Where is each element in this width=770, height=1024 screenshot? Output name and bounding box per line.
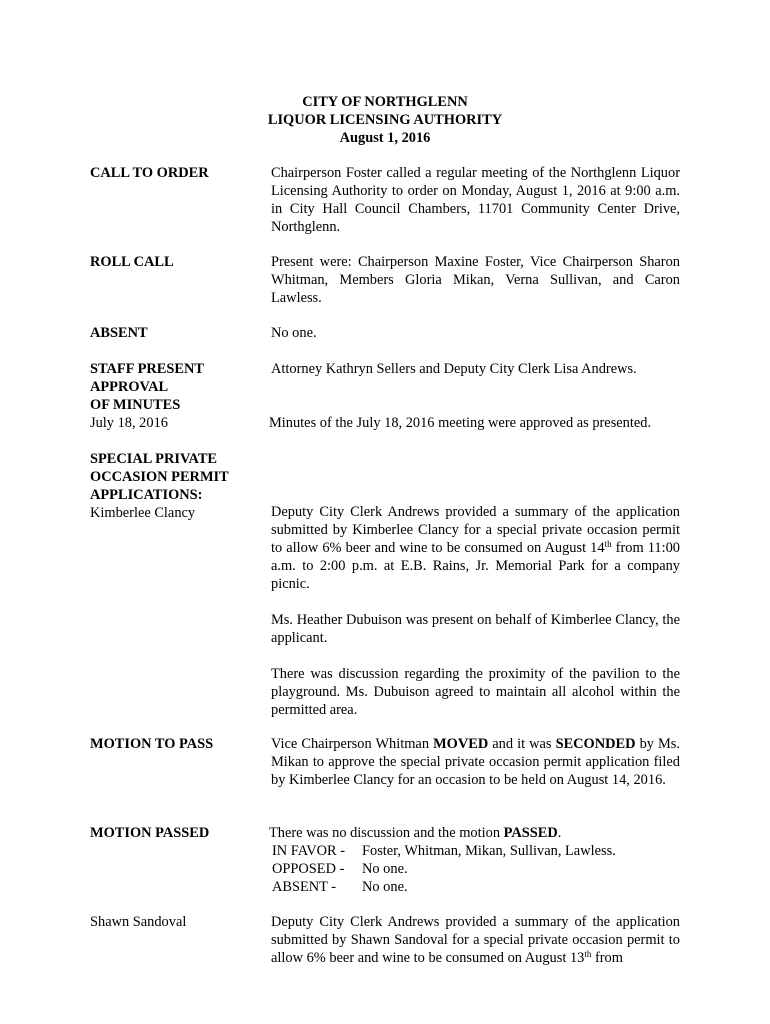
label-special-2: OCCASION PERMIT (90, 469, 229, 485)
labels-special-private (90, 450, 260, 522)
text-roll-call: Present were: Chairperson Maxine Foster, Vice Chairperson Sharon Whitman, Members Gloria Mikan, Verna Sullivan, and Caron Lawless. (271, 254, 680, 306)
vote-absent: ABSENT - No one. (272, 879, 408, 895)
label-approval-date: July 18, 2016 (90, 415, 168, 431)
label-approval-1: APPROVAL (90, 379, 169, 395)
clancy-discussion: There was discussion regarding the proximity of the pavilion to the playground. Ms. Dubuison agreed to maintain all alcohol within the permitted area. (271, 666, 680, 718)
label-special-3: APPLICATIONS: (90, 487, 203, 503)
title-date: August 1, 2016 (339, 130, 431, 146)
text-absent: No one. (271, 325, 317, 341)
vote-opposed: OPPOSED - No one. (272, 861, 408, 877)
label-absent: ABSENT (90, 325, 148, 341)
label-special-1: SPECIAL PRIVATE (90, 451, 218, 467)
label-sandoval: Shawn Sandoval (90, 914, 187, 930)
text-motion-passed: There was no discussion and the motion PASSED. (269, 825, 562, 841)
title-authority: LIQUOR LICENSING AUTHORITY (267, 112, 503, 128)
text-staff-present: Attorney Kathryn Sellers and Deputy City Clerk Lisa Andrews. (271, 361, 637, 377)
clancy-present: Ms. Heather Dubuison was present on behalf of Kimberlee Clancy, the applicant. (271, 612, 680, 646)
label-roll-call: ROLL CALL (90, 254, 174, 270)
label-motion-passed: MOTION PASSED (90, 825, 210, 841)
sandoval-summary: Deputy City Clerk Andrews provided a summary of the application submitted by Shawn Sandoval for a special private occasion permit to allow 6% beer and wine to be consumed on August 13th from (271, 914, 680, 966)
title-city: CITY OF NORTHGLENN (302, 94, 468, 110)
label-staff-present: STAFF PRESENT (90, 361, 204, 377)
text-call-to-order: Chairperson Foster called a regular meeting of the Northglenn Liquor Licensing Authority to order on Monday, August 1, 2016 at 9:00 a.m. in City Hall Council Chambers, 11701 Community Center Drive, Northglenn. (271, 165, 680, 235)
vote-in-favor: IN FAVOR - Foster, Whitman, Mikan, Sullivan, Lawless. (272, 843, 616, 859)
labels-staff-approval (90, 360, 260, 432)
label-call-to-order: CALL TO ORDER (90, 165, 209, 181)
motion-passed-block (269, 824, 678, 896)
clancy-block (271, 503, 680, 719)
text-motion-to-pass: Vice Chairperson Whitman MOVED and it was SECONDED by Ms. Mikan to approve the special private occasion permit application filed by Kimberlee Clancy for an occasion to be held on August 14, 2016. (271, 736, 680, 788)
text-approval: Minutes of the July 18, 2016 meeting were approved as presented. (269, 415, 652, 431)
label-clancy: Kimberlee Clancy (90, 505, 196, 521)
label-motion-to-pass: MOTION TO PASS (90, 736, 214, 752)
clancy-summary: Deputy City Clerk Andrews provided a summary of the application submitted by Kimberlee Clancy for a special private occasion permit to allow 6% beer and wine to be consumed on August 14th from 11:00 a.m. to 2:00 p.m. at E.B. Rains, Jr. Memorial Park for a company picnic. (271, 504, 680, 592)
label-approval-2: OF MINUTES (90, 397, 181, 413)
